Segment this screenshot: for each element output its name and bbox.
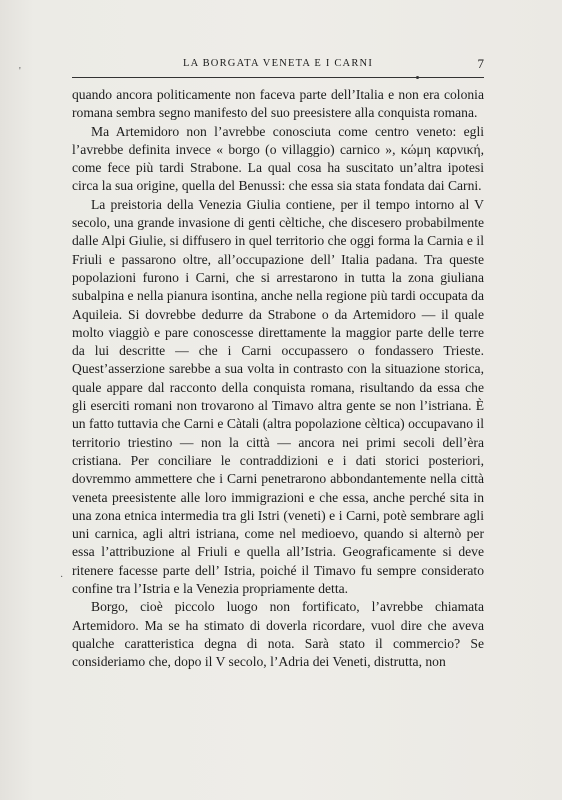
- running-title: LA BORGATA VENETA E I CARNI: [182, 58, 374, 69]
- header-rule-dot: [416, 76, 419, 79]
- margin-speck: ·: [60, 572, 64, 583]
- paragraph-2: Ma Artemidoro non l’avrebbe conosciuta come centro veneto: egli l’avrebbe definita invece « borgo (o villaggio) carnico », κώμη καρνική, come fece più tardi Strabone. La qual cosa ha suscitato un’altra ipotesi circa la sua origine, quella del Benussi: che essa sia stata fondata dai Carni.: [72, 123, 484, 194]
- body-text: [72, 86, 484, 672]
- header-rule: [72, 77, 484, 78]
- paragraph-1: quando ancora politicamente non faceva parte dell’Italia e non era colonia romana sembra segno manifesto del suo preesistere alla conquista romana.: [72, 87, 484, 121]
- margin-speck: ': [19, 66, 21, 77]
- page-header: [72, 56, 484, 76]
- paragraph-3: La preistoria della Venezia Giulia contiene, per il tempo intorno al V secolo, una grande invasione di genti cèltiche, che discesero probabilmente dalle Alpi Giulie, si diffusero in quel territorio che oggi forma la Carnia e il Friuli e passarono oltre, all’occupazione dell’ Italia padana. Tra queste popolazioni furono i Carni, che si arrestarono in tutta la zona giuliana subalpina e nella pianura isontina, anche nella regione più tardi occupata da Aquileia. Si dovrebbe dedurre da Strabone o da Artemidoro — il quale molto viaggiò e pare conoscesse direttamente la maggior parte delle terre da lui descritte — che i Carni occupassero o fondassero Trieste. Quest’asserzione sarebbe a sua volta in contrasto con la situazione storica, quale appare dal racconto della conquista romana, risultando da essa che gli eserciti romani non trovarono al Timavo altra gente se non l’istriana. È un fatto tuttavia che Carni e Càtali (altra popolazione cèltica) occupavano il territorio triestino — non la città — ancora nei primi secoli dell’èra cristiana. Per conciliare le contraddizioni e i dati storici posteriori, dovremmo ammettere che i Carni penetrarono abbondantemente nella città veneta preesistente alle loro immigrazioni e che essa, anche perché sita in una zona etnica intermedia tra gli Istri (veneti) e i Carni, potè sembrare agli uni carnica, agli altri istriana, come nel medioevo, quando si alternò per essa l’attribuzione al Friuli e quella all’Istria. Geograficamente si deve ritenere facesse parte dell’ Istria, poiché il Timavo fu sempre considerato confine tra l’Istria e la Venezia propriamente detta.: [72, 196, 484, 597]
- paragraph-4: Borgo, cioè piccolo luogo non fortificato, l’avrebbe chiamata Artemidoro. Ma se ha stimato di doverla ricordare, vuol dire che aveva qualche caratteristica degna di nota. Sarà stato il commercio? Se consideriamo che, dopo il V secolo, l’Adria dei Veneti, distrutta, non: [72, 599, 484, 670]
- page-number: 7: [477, 56, 484, 71]
